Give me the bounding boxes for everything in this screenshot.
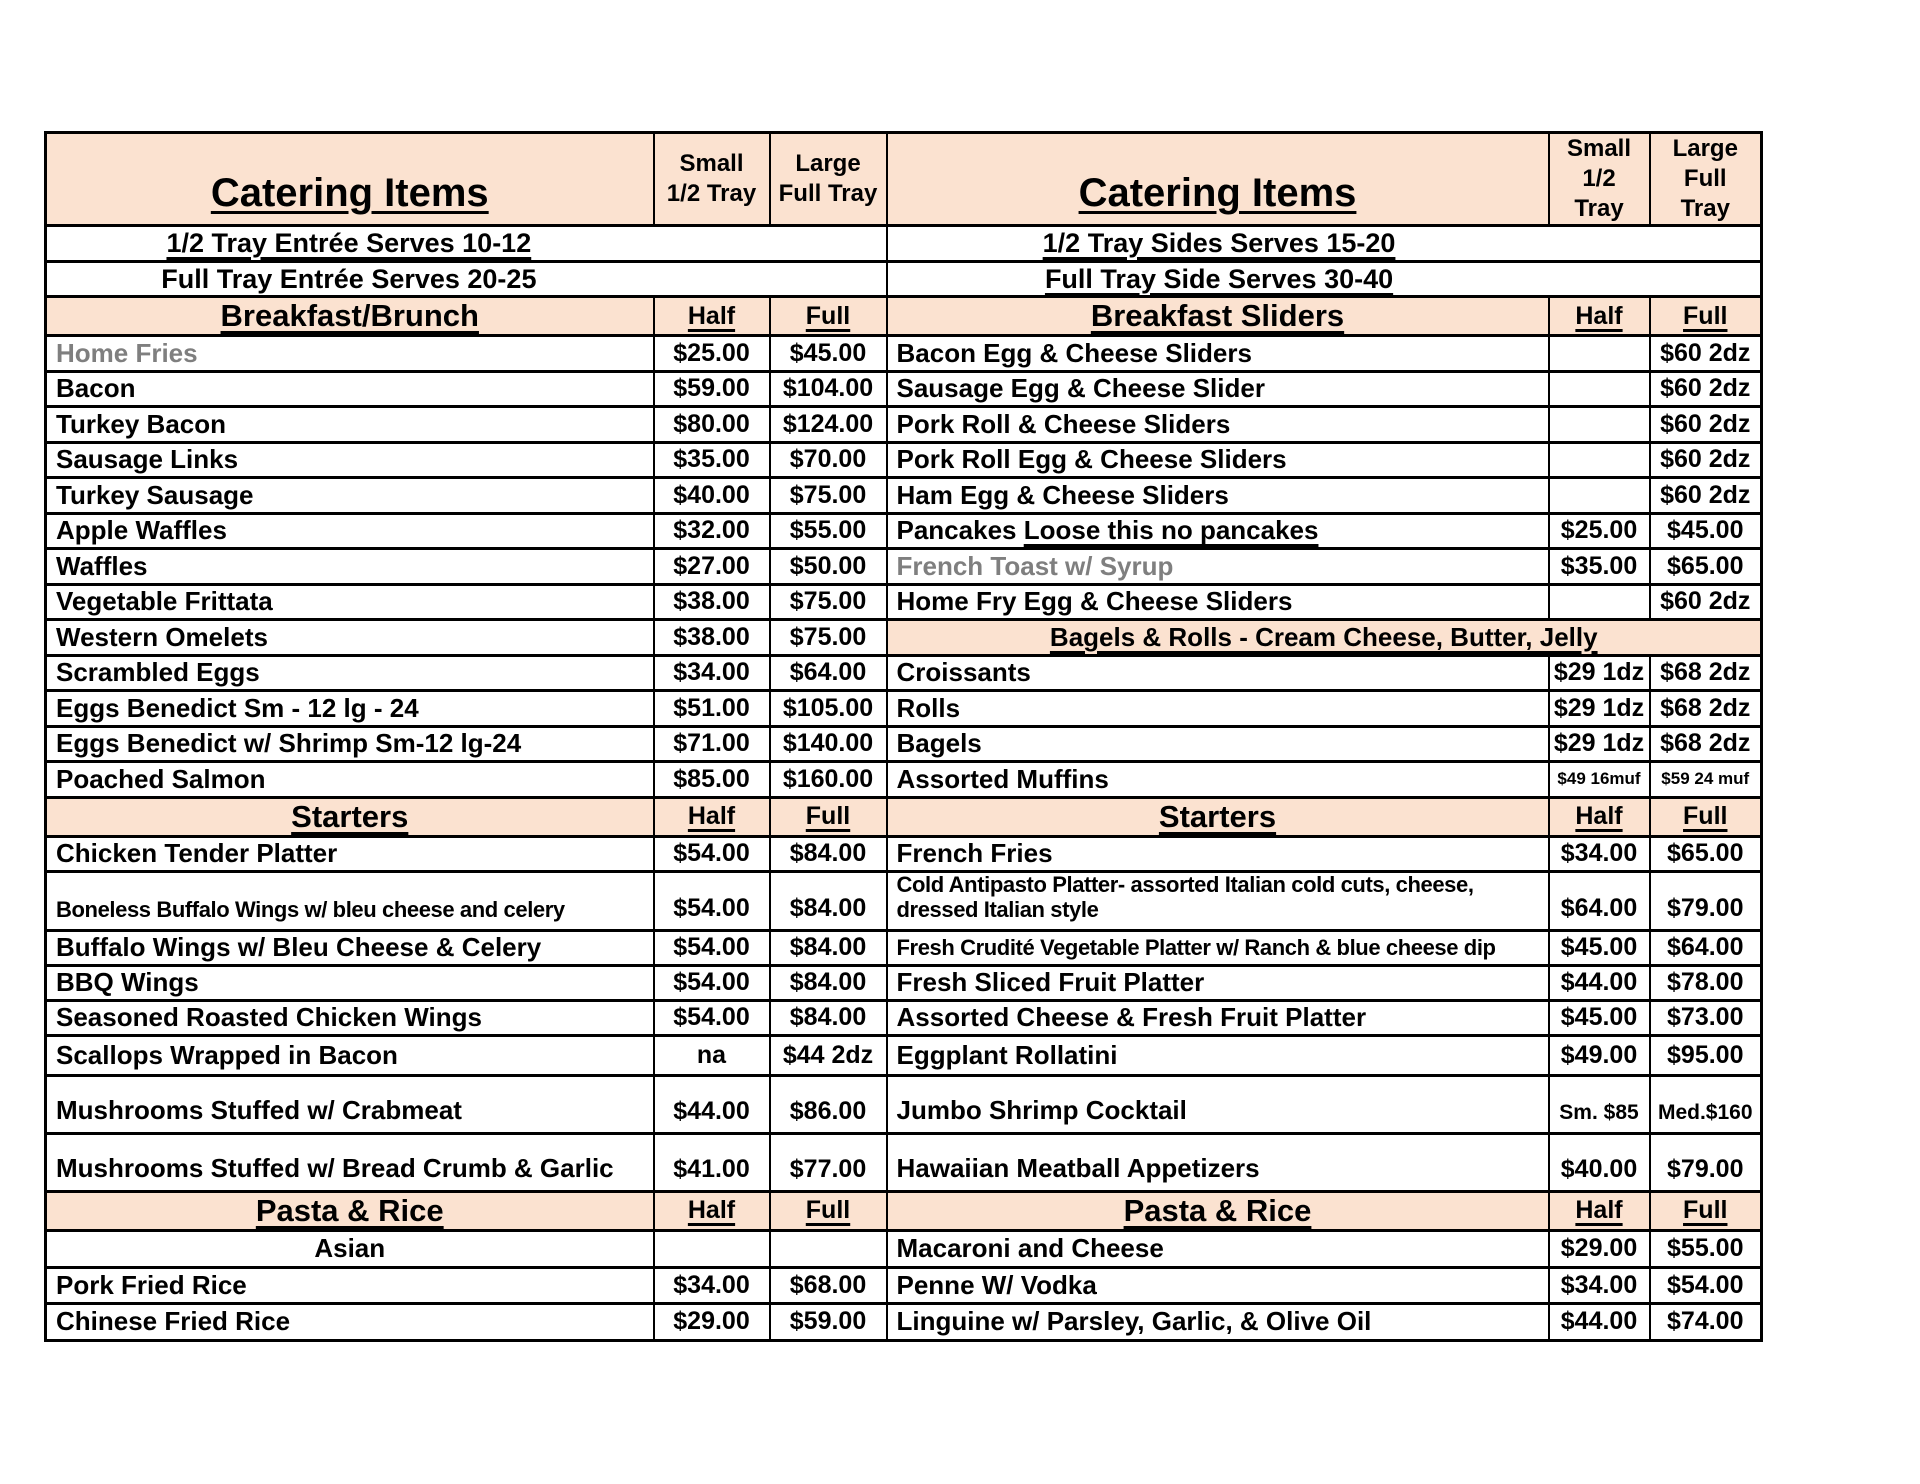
right-half-price — [1549, 478, 1650, 514]
right-half-price: $44.00 — [1549, 1303, 1650, 1340]
left-full-price: $75.00 — [770, 620, 887, 656]
left-item-name: Pork Fried Rice — [46, 1267, 654, 1303]
left-full-column-header — [770, 1191, 887, 1230]
right-item-name: Cold Antipasto Platter- assorted Italian cold cuts, cheese, dressed Italian style — [887, 871, 1549, 930]
right-half-column-header — [1549, 1191, 1650, 1230]
left-item-name: Waffles — [46, 549, 654, 585]
right-section-label — [887, 1191, 1549, 1230]
right-item-name: Fresh Sliced Fruit Platter — [887, 965, 1549, 1000]
right-catering-title — [887, 133, 1549, 226]
right-half-price: $45.00 — [1549, 1000, 1650, 1035]
right-item-name: Pork Roll Egg & Cheese Sliders — [887, 442, 1549, 478]
right-item-name: French Toast w/ Syrup — [887, 549, 1549, 585]
left-half-price: $54.00 — [654, 930, 770, 965]
right-section-label-text: Pasta & Rice — [1123, 1192, 1312, 1228]
subheader-row-1 — [46, 226, 1762, 262]
right-section-label-text: Breakfast Sliders — [1090, 298, 1345, 333]
right-item-name: Assorted Muffins — [887, 762, 1549, 798]
right-full-column-header-text: Full — [1683, 1196, 1728, 1224]
menu-row — [46, 836, 1762, 871]
left-subheader-2 — [46, 262, 887, 297]
left-item-name: Boneless Buffalo Wings w/ bleu cheese and celery — [46, 871, 654, 930]
left-half-price: $34.00 — [654, 1267, 770, 1303]
left-item-name: Bacon — [46, 371, 654, 407]
left-half-price: na — [654, 1035, 770, 1075]
right-full-column-header — [1650, 1191, 1762, 1230]
right-item-name: Fresh Crudité Vegetable Platter w/ Ranch & blue cheese dip — [887, 930, 1549, 965]
right-section-label-text: Starters — [1158, 798, 1277, 834]
left-full-price: $104.00 — [770, 371, 887, 407]
right-half-price — [1549, 584, 1650, 620]
left-half-column-header-text: Half — [687, 301, 736, 330]
left-full-price: $59.00 — [770, 1303, 887, 1340]
menu-row — [46, 691, 1762, 727]
left-half-price: $27.00 — [654, 549, 770, 585]
left-full-price: $55.00 — [770, 513, 887, 549]
right-full-price: $79.00 — [1650, 1133, 1762, 1191]
left-full-price: $75.00 — [770, 478, 887, 514]
right-section-label — [887, 297, 1549, 336]
header-row — [46, 133, 1762, 226]
left-large-tray-header: Large Full Tray — [770, 133, 887, 226]
right-full-price: $74.00 — [1650, 1303, 1762, 1340]
left-section-label-text: Pasta & Rice — [255, 1192, 444, 1228]
left-item-name: Seasoned Roasted Chicken Wings — [46, 1000, 654, 1035]
right-item-name: Bagels — [887, 726, 1549, 762]
right-item-name: French Fries — [887, 836, 1549, 871]
menu-row — [46, 655, 1762, 691]
right-subheader-1-text: 1/2 Tray Sides Serves 15-20 — [1042, 228, 1396, 258]
menu-row — [46, 336, 1762, 372]
right-full-price: Med.$160 — [1650, 1075, 1762, 1133]
right-half-price: $44.00 — [1549, 965, 1650, 1000]
left-item-name: Turkey Sausage — [46, 478, 654, 514]
left-full-price: $84.00 — [770, 871, 887, 930]
right-subheader-2 — [887, 262, 1762, 297]
left-half-price: $54.00 — [654, 965, 770, 1000]
right-subheader-2-text: Full Tray Side Serves 30-40 — [1044, 263, 1394, 294]
left-item-name: Chicken Tender Platter — [46, 836, 654, 871]
left-subheader-1-text: 1/2 Tray Entrée Serves 10-12 — [166, 228, 532, 258]
menu-row — [46, 1035, 1762, 1075]
left-half-price: $44.00 — [654, 1075, 770, 1133]
left-catering-title-text: Catering Items — [210, 171, 489, 215]
right-item-name: Jumbo Shrimp Cocktail — [887, 1075, 1549, 1133]
left-full-price: $84.00 — [770, 965, 887, 1000]
right-half-price: $29.00 — [1549, 1230, 1650, 1267]
left-full-price: $84.00 — [770, 1000, 887, 1035]
left-section-label-text: Starters — [291, 798, 409, 834]
left-half-price: $80.00 — [654, 407, 770, 443]
left-full-price: $75.00 — [770, 584, 887, 620]
left-full-price: $68.00 — [770, 1267, 887, 1303]
right-half-price: $25.00 — [1549, 513, 1650, 549]
left-half-price: $38.00 — [654, 620, 770, 656]
right-full-column-header-text: Full — [1683, 301, 1728, 330]
left-item-name: Scallops Wrapped in Bacon — [46, 1035, 654, 1075]
left-half-price: $34.00 — [654, 655, 770, 691]
right-half-column-header-text: Half — [1575, 301, 1623, 330]
left-full-price: $160.00 — [770, 762, 887, 798]
right-full-price: $45.00 — [1650, 513, 1762, 549]
left-half-column-header — [654, 297, 770, 336]
left-full-price: $86.00 — [770, 1075, 887, 1133]
right-item-name: Macaroni and Cheese — [887, 1230, 1549, 1267]
menu-row — [46, 297, 1762, 336]
menu-row — [46, 1000, 1762, 1035]
menu-row — [46, 1267, 1762, 1303]
left-item-name: Mushrooms Stuffed w/ Bread Crumb & Garlic — [46, 1133, 654, 1191]
right-full-price: $95.00 — [1650, 1035, 1762, 1075]
menu-row — [46, 1191, 1762, 1230]
left-item-name: Scrambled Eggs — [46, 655, 654, 691]
right-full-price: $54.00 — [1650, 1267, 1762, 1303]
left-full-price: $140.00 — [770, 726, 887, 762]
right-half-price: $29 1dz — [1549, 691, 1650, 727]
right-full-price: $60 2dz — [1650, 336, 1762, 372]
right-half-column-header-text: Half — [1575, 1196, 1623, 1224]
right-item-name: Linguine w/ Parsley, Garlic, & Olive Oil — [887, 1303, 1549, 1340]
right-item-name: Home Fry Egg & Cheese Sliders — [887, 584, 1549, 620]
left-full-price: $124.00 — [770, 407, 887, 443]
right-half-column-header — [1549, 297, 1650, 336]
left-item-name: Apple Waffles — [46, 513, 654, 549]
menu-row — [46, 407, 1762, 443]
left-half-price: $40.00 — [654, 478, 770, 514]
menu-row — [46, 797, 1762, 836]
left-half-price: $71.00 — [654, 726, 770, 762]
right-full-column-header — [1650, 797, 1762, 836]
menu-row — [46, 1303, 1762, 1340]
left-half-price — [654, 1230, 770, 1267]
left-half-column-header — [654, 1191, 770, 1230]
right-half-price: $34.00 — [1549, 836, 1650, 871]
left-section-label — [46, 297, 654, 336]
right-full-price: $59 24 muf — [1650, 762, 1762, 798]
right-full-price: $60 2dz — [1650, 584, 1762, 620]
right-small-tray-header: Small 1/2 Tray — [1549, 133, 1650, 226]
right-item-name: Penne W/ Vodka — [887, 1267, 1549, 1303]
right-full-price: $60 2dz — [1650, 371, 1762, 407]
left-section-label — [46, 1191, 654, 1230]
left-item-name: Eggs Benedict Sm - 12 lg - 24 — [46, 691, 654, 727]
right-full-price: $55.00 — [1650, 1230, 1762, 1267]
left-full-price: $84.00 — [770, 930, 887, 965]
left-section-label-text: Breakfast/Brunch — [220, 298, 479, 333]
right-full-price: $73.00 — [1650, 1000, 1762, 1035]
menu-row — [46, 726, 1762, 762]
left-half-price: $38.00 — [654, 584, 770, 620]
catering-menu-sheet — [44, 131, 1763, 1342]
menu-row — [46, 1133, 1762, 1191]
right-full-price: $65.00 — [1650, 836, 1762, 871]
menu-table — [44, 131, 1763, 1342]
left-full-price — [770, 1230, 887, 1267]
menu-row — [46, 478, 1762, 514]
left-full-price: $105.00 — [770, 691, 887, 727]
right-half-price: $35.00 — [1549, 549, 1650, 585]
right-item-name: Bacon Egg & Cheese Sliders — [887, 336, 1549, 372]
right-half-column-header-text: Half — [1575, 802, 1623, 830]
menu-row — [46, 762, 1762, 798]
left-half-price: $54.00 — [654, 836, 770, 871]
bagels-rolls-banner-text: Bagels & Rolls - Cream Cheese, Butter, Jelly — [1049, 621, 1598, 652]
left-half-price: $29.00 — [654, 1303, 770, 1340]
right-full-price: $60 2dz — [1650, 407, 1762, 443]
menu-row — [46, 442, 1762, 478]
bagels-rolls-banner — [887, 620, 1762, 656]
left-full-price: $50.00 — [770, 549, 887, 585]
left-full-price: $70.00 — [770, 442, 887, 478]
right-item-name: Pork Roll & Cheese Sliders — [887, 407, 1549, 443]
right-full-price: $68 2dz — [1650, 655, 1762, 691]
left-item-name: Eggs Benedict w/ Shrimp Sm-12 lg-24 — [46, 726, 654, 762]
right-item-name: Sausage Egg & Cheese Slider — [887, 371, 1549, 407]
left-full-price: $84.00 — [770, 836, 887, 871]
right-half-price — [1549, 371, 1650, 407]
left-half-price: $35.00 — [654, 442, 770, 478]
left-subheader-2-text: Full Tray Entrée Serves 20-25 — [161, 263, 537, 294]
left-half-column-header — [654, 797, 770, 836]
menu-row — [46, 1075, 1762, 1133]
right-section-label — [887, 797, 1549, 836]
menu-row — [46, 1230, 1762, 1267]
right-half-price — [1549, 336, 1650, 372]
left-full-column-header — [770, 797, 887, 836]
menu-row — [46, 371, 1762, 407]
right-half-price: $29 1dz — [1549, 726, 1650, 762]
menu-row — [46, 513, 1762, 549]
menu-row — [46, 965, 1762, 1000]
left-full-column-header — [770, 297, 887, 336]
right-item-name: Pancakes Loose this no pancakes — [887, 513, 1549, 549]
right-item-name: Croissants — [887, 655, 1549, 691]
left-half-price: $25.00 — [654, 336, 770, 372]
right-full-price: $65.00 — [1650, 549, 1762, 585]
menu-row — [46, 620, 1762, 656]
right-half-price: Sm. $85 — [1549, 1075, 1650, 1133]
left-full-price: $44 2dz — [770, 1035, 887, 1075]
right-half-column-header — [1549, 797, 1650, 836]
left-full-column-header-text: Full — [805, 301, 851, 330]
item-name-underlined-note: Loose this no pancakes — [1023, 515, 1319, 546]
subheader-row-2 — [46, 262, 1762, 297]
right-half-price: $34.00 — [1549, 1267, 1650, 1303]
left-half-price: $41.00 — [654, 1133, 770, 1191]
left-item-name: Buffalo Wings w/ Bleu Cheese & Celery — [46, 930, 654, 965]
left-half-column-header-text: Half — [687, 1196, 736, 1224]
left-item-name: Asian — [46, 1230, 654, 1267]
left-half-price: $51.00 — [654, 691, 770, 727]
right-full-column-header-text: Full — [1683, 802, 1728, 830]
right-full-price: $78.00 — [1650, 965, 1762, 1000]
left-item-name: Chinese Fried Rice — [46, 1303, 654, 1340]
left-full-price: $77.00 — [770, 1133, 887, 1191]
left-item-name: Vegetable Frittata — [46, 584, 654, 620]
left-full-column-header-text: Full — [805, 802, 851, 830]
left-item-name: Home Fries — [46, 336, 654, 372]
left-full-price: $45.00 — [770, 336, 887, 372]
left-half-price: $32.00 — [654, 513, 770, 549]
left-item-name: Sausage Links — [46, 442, 654, 478]
right-item-name: Rolls — [887, 691, 1549, 727]
left-item-name: Mushrooms Stuffed w/ Crabmeat — [46, 1075, 654, 1133]
right-full-column-header — [1650, 297, 1762, 336]
right-item-name: Hawaiian Meatball Appetizers — [887, 1133, 1549, 1191]
right-item-name: Ham Egg & Cheese Sliders — [887, 478, 1549, 514]
right-half-price: $49 16muf — [1549, 762, 1650, 798]
right-half-price: $64.00 — [1549, 871, 1650, 930]
right-full-price: $60 2dz — [1650, 442, 1762, 478]
left-item-name: Turkey Bacon — [46, 407, 654, 443]
menu-row — [46, 549, 1762, 585]
right-full-price: $79.00 — [1650, 871, 1762, 930]
left-catering-title — [46, 133, 654, 226]
left-small-tray-header: Small 1/2 Tray — [654, 133, 770, 226]
right-half-price: $45.00 — [1549, 930, 1650, 965]
right-half-price — [1549, 407, 1650, 443]
left-half-price: $54.00 — [654, 871, 770, 930]
right-half-price — [1549, 442, 1650, 478]
left-full-column-header-text: Full — [805, 1196, 851, 1224]
left-item-name: BBQ Wings — [46, 965, 654, 1000]
right-half-price: $40.00 — [1549, 1133, 1650, 1191]
left-half-price: $54.00 — [654, 1000, 770, 1035]
left-full-price: $64.00 — [770, 655, 887, 691]
menu-row — [46, 930, 1762, 965]
left-section-label — [46, 797, 654, 836]
right-full-price: $68 2dz — [1650, 726, 1762, 762]
left-item-name: Western Omelets — [46, 620, 654, 656]
menu-row — [46, 584, 1762, 620]
right-half-price: $29 1dz — [1549, 655, 1650, 691]
left-subheader-1 — [46, 226, 887, 262]
right-full-price: $64.00 — [1650, 930, 1762, 965]
right-item-name: Assorted Cheese & Fresh Fruit Platter — [887, 1000, 1549, 1035]
left-half-price: $85.00 — [654, 762, 770, 798]
menu-row — [46, 871, 1762, 930]
right-catering-title-text: Catering Items — [1078, 171, 1357, 215]
right-full-price: $68 2dz — [1650, 691, 1762, 727]
right-item-name: Eggplant Rollatini — [887, 1035, 1549, 1075]
left-item-name: Poached Salmon — [46, 762, 654, 798]
right-large-tray-header: Large Full Tray — [1650, 133, 1762, 226]
left-half-column-header-text: Half — [687, 802, 736, 830]
right-subheader-1 — [887, 226, 1762, 262]
right-full-price: $60 2dz — [1650, 478, 1762, 514]
right-half-price: $49.00 — [1549, 1035, 1650, 1075]
left-half-price: $59.00 — [654, 371, 770, 407]
